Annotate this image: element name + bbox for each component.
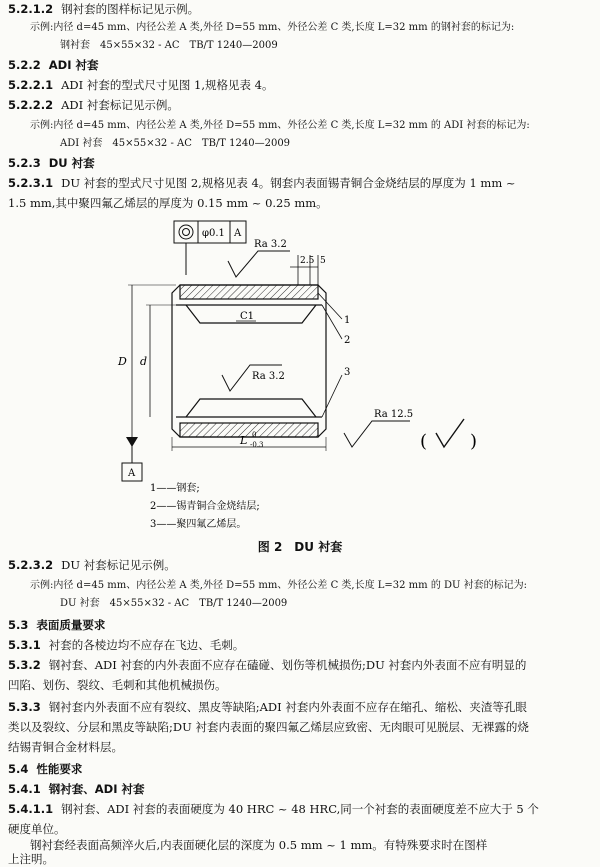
clause-5-2-2-2: 5.2.2.2 ADI 衬套标记见示例。 (8, 98, 179, 112)
dim-L: L (240, 434, 248, 447)
roughness-symbol-basic (436, 419, 464, 447)
clause-5-4-1-1-cont-1: 硬度单位。 (8, 822, 66, 836)
bushing-section (172, 285, 326, 437)
example-2-mark: ADI 衬套 45×55×32 - AC TB/T 1240—2009 (60, 138, 291, 149)
figure-caption: 图 2 DU 衬套 (257, 540, 343, 554)
clause-5-4-1-1-cont-3: 上注明。 (8, 852, 54, 866)
roughness-symbol-top (228, 251, 290, 277)
clause-5-2-3-1-cont: 1.5 mm,其中聚四氟乙烯层的厚度为 0.15 mm ~ 0.25 mm。 (8, 196, 328, 210)
paren-close: ) (470, 431, 478, 452)
clause-5-3-heading: 5.3 表面质量要求 (8, 618, 106, 632)
clause-5-3-2-cont: 凹陷、划伤、裂纹、毛刺和其他机械损伤。 (8, 678, 227, 692)
clause-5-4-1-1: 5.4.1.1 钢衬套、ADI 衬套的表面硬度为 40 HRC ~ 48 HRC,同一个衬套的表面硬度差不应大于 5 个 (8, 802, 539, 816)
datum-box-label: A (128, 468, 136, 479)
clause-5-2-2-1: 5.2.2.1 ADI 衬套的型式尺寸见图 1,规格见表 4。 (8, 78, 274, 92)
dim-2-5: 2.5 (300, 256, 315, 266)
clause-5-2-2-heading: 5.2.2 ADI 衬套 (8, 58, 99, 72)
legend-1: 1——钢套; (150, 483, 200, 494)
roughness-top-label: Ra 3.2 (254, 239, 287, 250)
tolerance-datum: A (234, 228, 242, 239)
leader-3: 3 (344, 367, 351, 378)
dim-L-upper: 0 (252, 431, 257, 439)
dim-d: d (140, 355, 148, 368)
leader-2: 2 (344, 335, 351, 346)
clause-5-3-3-cont-1: 类以及裂纹、分层和黑皮等缺陷;DU 衬套内表面的聚四氟乙烯层应致密、无肉眼可见脱层、无裸露的烧 (8, 720, 529, 734)
dim-5: 5 (320, 256, 326, 266)
example-3-text: 示例:内径 d=45 mm、内径公差 A 类,外径 D=55 mm、外径公差 C 类,长度 L=32 mm 的 DU 衬套的标记为: (30, 580, 528, 591)
roughness-symbol-general (344, 421, 410, 447)
leader-1: 1 (344, 315, 351, 326)
clause-5-2-3-1: 5.2.3.1 DU 衬套的型式尺寸见图 2,规格见表 4。钢套内表面锡青铜合金烧结层的厚度为 1 mm ~ (8, 176, 516, 190)
example-2-text: 示例:内径 d=45 mm、内径公差 A 类,外径 D=55 mm、外径公差 C 类,长度 L=32 mm 的 ADI 衬套的标记为: (30, 120, 530, 131)
clause-5-3-3-cont-2: 结锡青铜合金材料层。 (8, 740, 123, 754)
paren-open: ( (420, 431, 428, 452)
example-1-mark: 钢衬套 45×55×32 - AC TB/T 1240—2009 (60, 40, 278, 51)
clause-5-3-2: 5.3.2 钢衬套、ADI 衬套的内外表面不应存在磕碰、划伤等机械损伤;DU 衬套内外表面不应有明显的 (8, 658, 527, 672)
chamfer-c1: C1 (240, 311, 255, 322)
clause-5-4-heading: 5.4 性能要求 (8, 762, 83, 776)
clause-5-2-3-heading: 5.2.3 DU 衬套 (8, 156, 95, 170)
figure-2-drawing (0, 215, 600, 535)
clause-5-4-1-heading: 5.4.1 钢衬套、ADI 衬套 (8, 782, 145, 796)
legend-2: 2——锡青铜合金烧结层; (150, 501, 260, 512)
clause-5-2-1-2: 5.2.1.2 钢衬套的图样标记见示例。 (8, 2, 200, 16)
tolerance-value: φ0.1 (202, 228, 225, 239)
example-3-mark: DU 衬套 45×55×32 - AC TB/T 1240—2009 (60, 598, 288, 609)
clause-5-3-1: 5.3.1 衬套的各棱边均不应存在飞边、毛刺。 (8, 638, 245, 652)
clause-5-4-1-1-cont-2: 钢衬套经表面高频淬火后,内表面硬化层的深度为 0.5 mm ~ 1 mm。有特殊要求时在图样 (30, 838, 488, 852)
dim-D: D (118, 355, 127, 368)
clause-5-3-3: 5.3.3 钢衬套内外表面不应有裂纹、黑皮等缺陷;ADI 衬套内外表面不应存在缩孔、缩松、夹渣等孔眼 (8, 700, 527, 714)
dim-L-lower: -0.3 (250, 441, 264, 449)
legend-3: 3——聚四氟乙烯层。 (150, 519, 247, 530)
clause-5-2-3-2: 5.2.3.2 DU 衬套标记见示例。 (8, 558, 176, 572)
roughness-general-label: Ra 12.5 (374, 409, 414, 420)
roughness-inner-label: Ra 3.2 (252, 371, 285, 382)
example-1-text: 示例:内径 d=45 mm、内径公差 A 类,外径 D=55 mm、外径公差 C 类,长度 L=32 mm 的钢衬套的标记为: (30, 22, 515, 33)
